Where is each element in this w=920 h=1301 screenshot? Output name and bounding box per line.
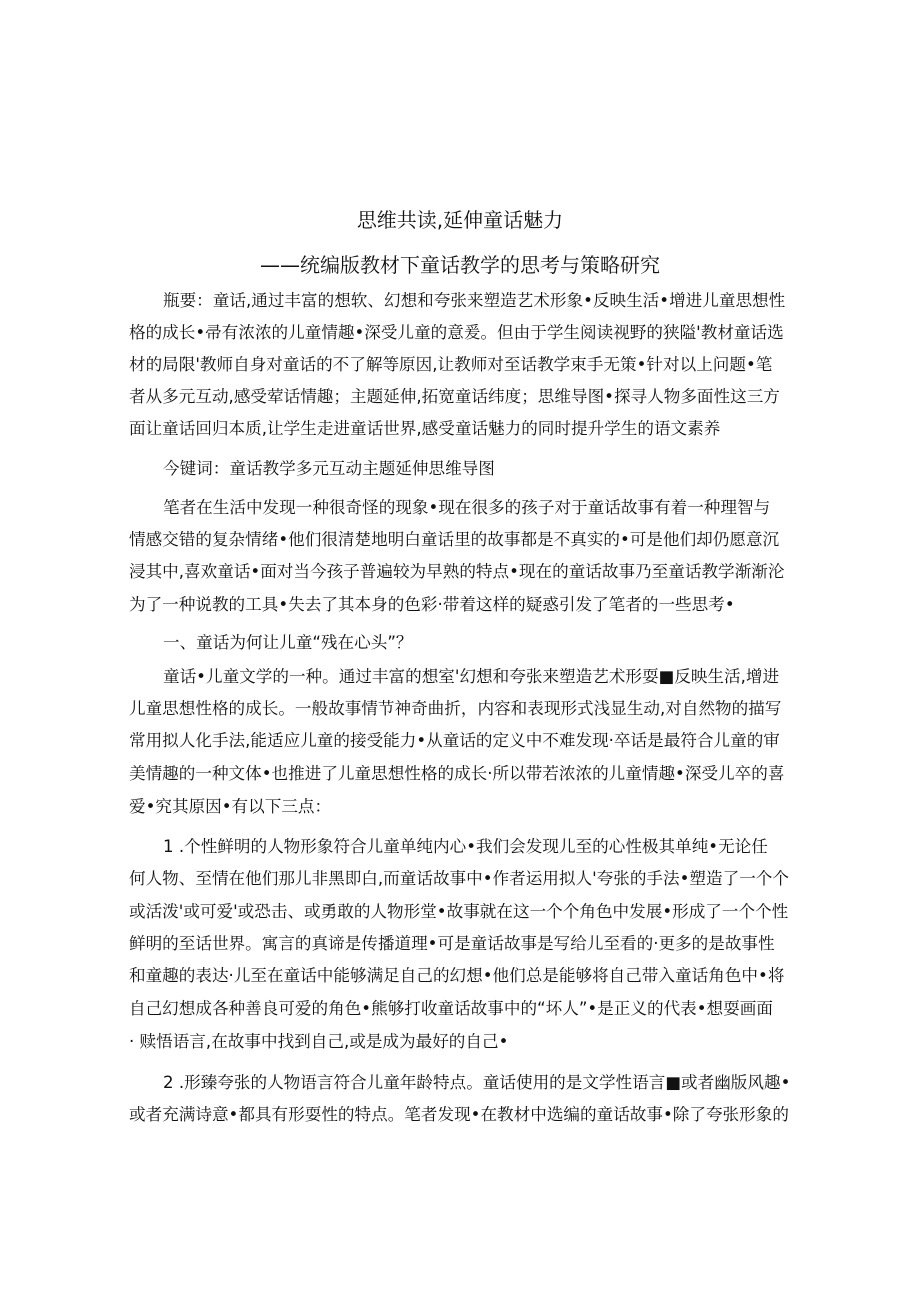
- body-line: · 赎悟语言,在故事中找到自己,或是成为最好的自己•: [129, 1032, 509, 1051]
- keywords-line: 今键词：童话教学多元互动主题延伸思维导图: [163, 459, 495, 478]
- document-title: 思维共读,延伸童话魅力: [356, 208, 564, 232]
- body-line: 爱•究其原因•有以下三点：: [129, 797, 332, 816]
- body-line: 为了一种说教的工具•失去了其本身的色彩·带着这样的疑惑引发了笔者的一些思考•: [129, 595, 735, 614]
- body-line: 2 .形臻夸张的人物语言符合儿童年龄特点。童话使用的是文学性语言■或者幽版风趣•: [163, 1073, 791, 1092]
- body-line: 常用拟人化手法,能适应儿童的接受能力•从童话的定义中不难发现·卒话是最符合儿童的审: [129, 731, 780, 750]
- body-line: 情感交错的复杂情绪•他们很清楚地明白童话里的故事都是不真实的•可是他们却仍愿意沉: [129, 530, 780, 549]
- body-line: 何人物、至情在他们那儿非黑即白,而童话故事中•作者运用拟人'夸张的手法•塑造了一个个: [129, 869, 789, 888]
- body-line: 美情趣的一种文体•也推进了儿童思想性格的成长·所以带若浓浓的儿童情趣•深受儿卒的喜: [129, 764, 785, 783]
- body-line: 1 .个性鲜明的人物形象符合儿童单纯内心•我们会发现儿至的心性极其单纯•无论任: [163, 837, 768, 856]
- section-heading: 一、童话为何让儿童“残在心头”？: [163, 633, 413, 652]
- body-line: 童话•儿童文学的一种。通过丰富的想室'幻想和夸张来塑造艺术形耍■反映生活,增进: [163, 667, 780, 686]
- body-line: 笔者在生活中发现一种很奇怪的现象•现在很多的孩子对于童话故事有着一种理智与: [163, 498, 771, 517]
- body-line: 或者充满诗意•都具有形耍性的特点。笔者发现•在教材中选编的童话故事•除了夸张形象的: [129, 1105, 789, 1124]
- abstract-line: 瓶要：童话,通过丰富的想软、幻想和夸张来塑造艺术形象•反映生活•增进儿童思想性: [163, 291, 786, 310]
- abstract-line: 面让童话回归本质,让学生走进童话世界,感受童话魅力的同时提升学生的语文素养: [129, 419, 721, 438]
- document-subtitle: ——统编版教材下童话教学的思考与策略研究: [260, 253, 660, 277]
- body-line: 自己幻想成各种善良可爱的角色•熊够打收童话故事中的“坏人”•是正义的代表•想耍画面: [129, 999, 773, 1018]
- body-line: 浸其中,喜欢童话•面对当今孩子普遍较为早熟的特点•现在的童话故事乃至童话教学渐渐沦: [129, 562, 785, 581]
- body-line: 儿童思想性格的成长。一般故事情节神奇曲折，内容和表现形式浅显生动,对自然物的描写: [129, 699, 782, 718]
- body-line: 鲜明的至话世界。寓言的真谛是传播道理•可是童话故事是写给儿至看的·更多的是故事性: [129, 934, 775, 953]
- body-line: 和童趣的表达·儿至在童话中能够满足自己的幻想•他们总是能够将自己带入童话角色中•将: [129, 966, 785, 985]
- abstract-line: 者从多元互动,感受荤话情趣；主题延伸,拓宽童话纬度；思维导图•探寻人物多面性这三方: [129, 387, 780, 406]
- abstract-line: 格的成长•帚有浓浓的儿童情趣•深受儿童的意爰。但由于学生阅读视野的狭隘'教材童话选: [129, 323, 784, 342]
- body-line: 或活泼'或可爱'或恐击、或勇敢的人物形堂•故事就在这一个个角色中发展•形成了一个个性: [129, 902, 789, 921]
- abstract-line: 材的局限'教师自身对童话的不了解等原因,让教师对至话教学束手无策•针对以上问题•笔: [129, 355, 773, 374]
